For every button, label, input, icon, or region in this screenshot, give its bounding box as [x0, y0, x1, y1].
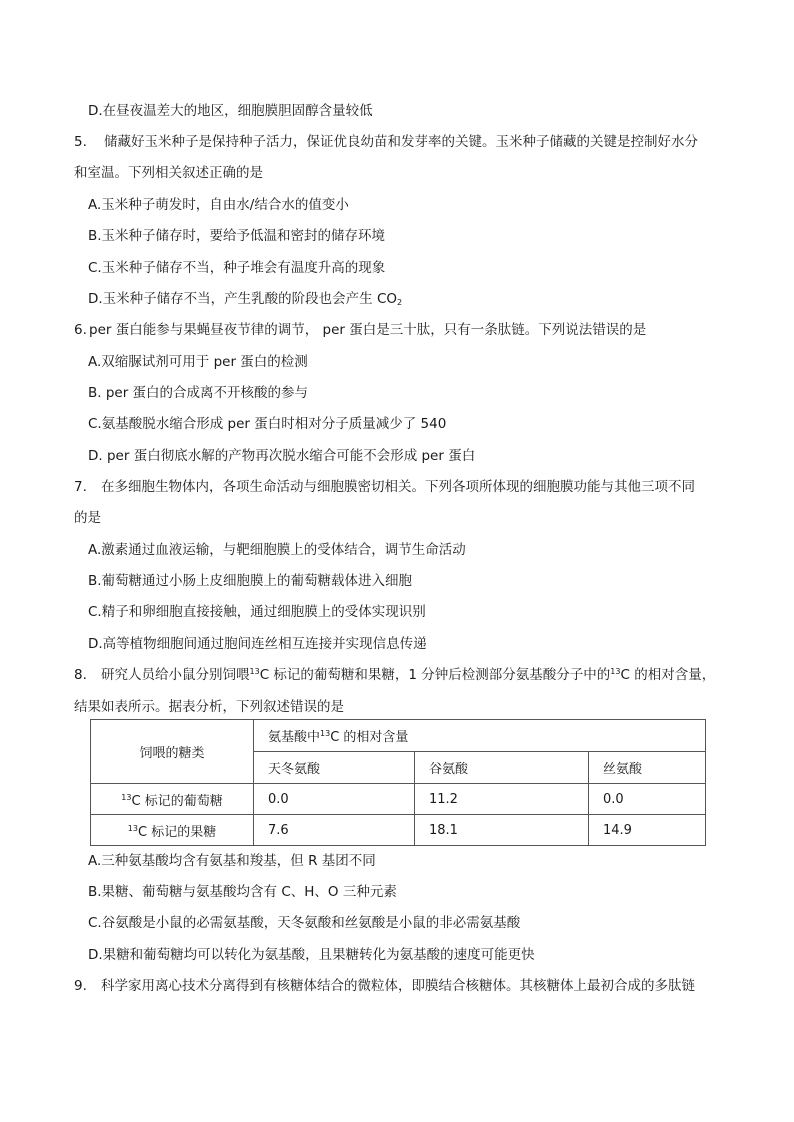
q8-option-d: D.果糖和葡萄糖均可以转化为氨基酸，且果糖转化为氨基酸的速度可能更快 [88, 947, 535, 963]
table-cell: 0.0 [254, 784, 415, 815]
table-cell: 11.2 [415, 784, 589, 815]
q4-option-d: D.在昼夜温差大的地区，细胞膜胆固醇含量较低 [88, 103, 373, 119]
q6-stem-line-1: per 蛋白能参与果蝇昼夜节律的调节， per 蛋白是三十肽，只有一条肽链。下列说法错误的是 [89, 322, 647, 338]
q7-option-d: D.高等植物细胞间通过胞间连丝相互连接并实现信息传递 [88, 636, 427, 652]
table-row-label: $^{13}$C 标记的果糖 [91, 815, 254, 846]
table-group-header: 氨基酸中$^{13}$C 的相对含量 [254, 720, 706, 752]
q7-option-a: A.激素通过血液运输，与靶细胞膜上的受体结合，调节生命活动 [88, 542, 466, 558]
table-row [91, 784, 706, 815]
q7-option-b: B.葡萄糖通过小肠上皮细胞膜上的葡萄糖载体进入细胞 [88, 573, 413, 589]
q8-data-table [90, 719, 706, 846]
table-cell: 0.0 [589, 784, 706, 815]
q8-option-b: B.果糖、葡萄糖与氨基酸均含有 C、H、O 三种元素 [88, 884, 397, 900]
table-col-header-3: 丝氨酸 [589, 752, 706, 784]
table-col-header-1: 天冬氨酸 [254, 752, 415, 784]
q8-option-c: C.谷氨酸是小鼠的必需氨基酸，天冬氨酸和丝氨酸是小鼠的非必需氨基酸 [88, 915, 521, 931]
table-row [91, 815, 706, 846]
table-cell: 14.9 [589, 815, 706, 846]
table-row-label: $^{13}$C 标记的葡萄糖 [91, 784, 254, 815]
q6-number: 6. [74, 322, 87, 338]
q8-number: 8. [74, 667, 87, 683]
table-cell: 18.1 [415, 815, 589, 846]
table-col-header-2: 谷氨酸 [415, 752, 589, 784]
q8-stem-line-2: 结果如表所示。据表分析，下列叙述错误的是 [74, 699, 344, 715]
q7-number: 7. [74, 479, 87, 495]
q8-option-a: A.三种氨基酸均含有氨基和羧基，但 R 基团不同 [88, 853, 376, 869]
q6-option-c: C.氨基酸脱水缩合形成 per 蛋白时相对分子质量减少了 540 [88, 416, 447, 432]
q5-option-a: A.玉米种子萌发时，自由水/结合水的值变小 [88, 197, 349, 213]
q5-stem-line-2: 和室温。下列相关叙述正确的是 [74, 165, 263, 181]
q8-stem-line-1: 研究人员给小鼠分别饲喂$^{13}$C 标记的葡萄糖和果糖，1 分钟后检测部分氨基酸分子中的$^{13}$C 的相对含量， [101, 667, 716, 683]
q7-stem-line-1: 在多细胞生物体内，各项生命活动与细胞膜密切相关。下列各项所体现的细胞膜功能与其他三项不同 [101, 479, 695, 495]
q6-option-d: D. per 蛋白彻底水解的产物再次脱水缩合可能不会形成 per 蛋白 [88, 448, 476, 464]
q9-stem-line-1: 科学家用离心技术分离得到有核糖体结合的微粒体，即膜结合核糖体。其核糖体上最初合成的多肽链 [101, 978, 695, 994]
table-row-header: 饲喂的糖类 [91, 720, 254, 784]
q5-stem-line-1: 储藏好玉米种子是保持种子活力，保证优良幼苗和发芽率的关键。玉米种子储藏的关键是控制好水分 [104, 134, 698, 150]
q6-option-b: B. per 蛋白的合成离不开核酸的参与 [88, 385, 309, 401]
q7-option-c: C.精子和卵细胞直接接触，通过细胞膜上的受体实现识别 [88, 604, 426, 620]
q7-stem-line-2: 的是 [74, 510, 101, 526]
q5-option-b: B.玉米种子储存时，要给予低温和密封的储存环境 [88, 228, 386, 244]
q5-option-c: C.玉米种子储存不当，种子堆会有温度升高的现象 [88, 260, 386, 276]
table-cell: 7.6 [254, 815, 415, 846]
q5-number: 5. [74, 134, 87, 150]
q6-option-a: A.双缩脲试剂可用于 per 蛋白的检测 [88, 354, 308, 370]
q5-option-d: D.玉米种子储存不当，产生乳酸的阶段也会产生 $CO_2$ [88, 291, 403, 307]
q9-number: 9. [74, 978, 87, 994]
